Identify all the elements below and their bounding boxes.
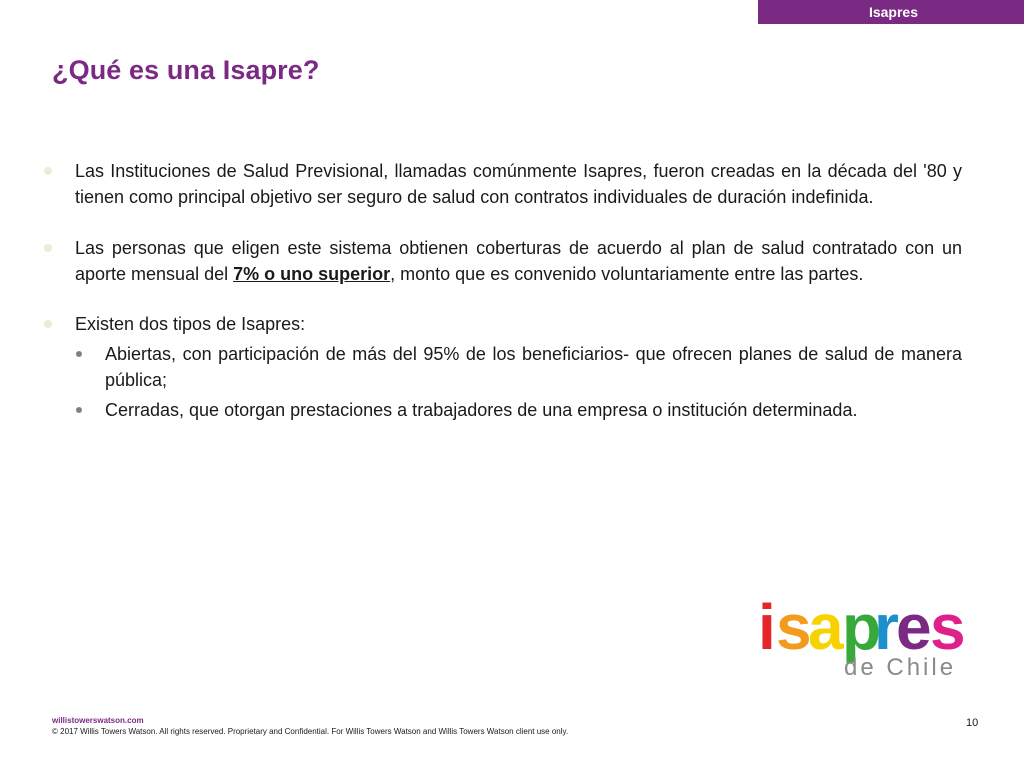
sub-bullet-dot-icon [76,351,82,357]
emphasis-text: 7% o uno superior [233,264,391,284]
logo-letter: e [896,591,932,663]
sub-bullet-text: Cerradas, que otorgan prestaciones a trabajadores de una empresa o institución determinada. [105,400,858,420]
logo-letter: p [842,591,882,663]
isapres-logo [756,591,966,685]
sub-bullet-item [44,341,962,393]
bullet-item [44,158,962,210]
sub-bullet-dot-icon [76,407,82,413]
logo-letter: s [776,591,812,663]
logo-letter: r [874,591,899,663]
bullet-text: Las Instituciones de Salud Previsional, llamadas comúnmente Isapres, fueron creadas en la década del '80 y tienen como principal objetivo ser seguro de salud con contratos individuales de duración indefinida. [75,161,962,207]
section-tag: Isapres [758,0,1024,24]
footer-url: willistowerswatson.com [52,716,144,725]
sub-bullet-text: Abiertas, con participación de más del 95% de los beneficiarios- que ofrecen planes de salud de manera pública; [105,344,962,390]
bullet-dot-icon [44,167,52,175]
bullet-dot-icon [44,244,52,252]
logo-letter: a [808,591,844,663]
page-number: 10 [966,717,979,729]
sub-bullet-item [44,397,962,423]
bullet-item [44,311,962,337]
logo-letter: i [758,591,776,663]
bullet-text: Existen dos tipos de Isapres: [75,314,306,334]
logo-letter: s [930,591,966,663]
page-title: ¿Qué es una Isapre? [52,55,320,85]
bullet-text: , monto que es convenido voluntariamente entre las partes. [390,264,864,284]
bullet-dot-icon [44,320,52,328]
body-content [44,158,962,423]
bullet-text: Las personas que eligen este sistema obtienen coberturas de acuerdo al plan de salud contratado con un aporte mensual del [75,238,962,284]
bullet-item [44,235,962,287]
logo-subtext: de Chile [844,654,957,681]
footer-copyright: © 2017 Willis Towers Watson. All rights reserved. Proprietary and Confidential. For Willis Towers Watson and Willis Towers Watson client use only. [52,727,569,736]
